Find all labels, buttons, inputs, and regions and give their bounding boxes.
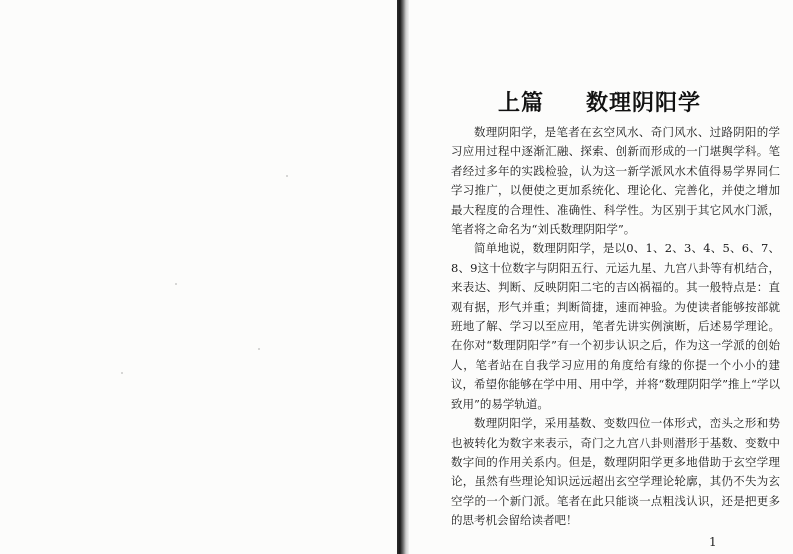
paragraph-2: 简单地说，数理阴阳学，是以0、1、2、3、4、5、6、7、8、9这十位数字与阴阳五行、元运九星、九宫八卦等有机结合，来表达、判断、反映阴阳二宅的吉凶祸福的。其一般特点是：直观有据，形气并重；判断简捷，速而神验。为使读者能够按部就班地了解、学习以至应用，笔者先讲实例演断，后述易学理论。在你对“数理阴阳学”有一个初步认识之后，作为这一学派的创始人，笔者站在自我学习应用的角度给有缘的你提一个小小的建议，希望你能够在学中用、用中学，并将“数理阴阳学”推上“学以致用”的易学轨道。 — [451, 241, 780, 411]
page-number: 1 — [709, 535, 717, 549]
scan-speck — [121, 372, 123, 374]
paragraph-3: 数理阴阳学，采用基数、变数四位一体形式，峦头之形和势也被转化为数字来表示，奇门之九宫八卦则潜形于基数、变数中数字间的作用关系内。但是，数理阴阳学更多地借助于玄空学理论，虽然有些理论知识远远超出玄空学理论轮廓，其仍不失为玄空学的一个新门派。笔者在此只能谈一点粗浅认识，还是把更多的思考机会留给读者吧！ — [451, 416, 780, 528]
body-text — [451, 123, 780, 531]
scan-speck — [258, 348, 260, 350]
scan-speck — [175, 283, 177, 285]
part-label: 上篇 — [498, 91, 545, 116]
chapter-heading — [498, 86, 728, 116]
chapter-title: 数理阴阳学 — [586, 91, 702, 116]
paragraph-1: 数理阴阳学，是笔者在玄空风水、奇门风水、过路阴阳的学习应用过程中逐渐汇融、探索、创新而形成的一门堪舆学科。笔者经过多年的实践检验，认为这一新学派风水术值得易学界同仁学习推广，以便使之更加系统化、理论化、完善化，并使之增加最大程度的合理性、准确性、科学性。为区别于其它风水门派，笔者将之命名为“刘氏数理阴阳学”。 — [451, 125, 780, 237]
book-gutter — [397, 0, 409, 554]
scan-speck — [286, 175, 288, 177]
